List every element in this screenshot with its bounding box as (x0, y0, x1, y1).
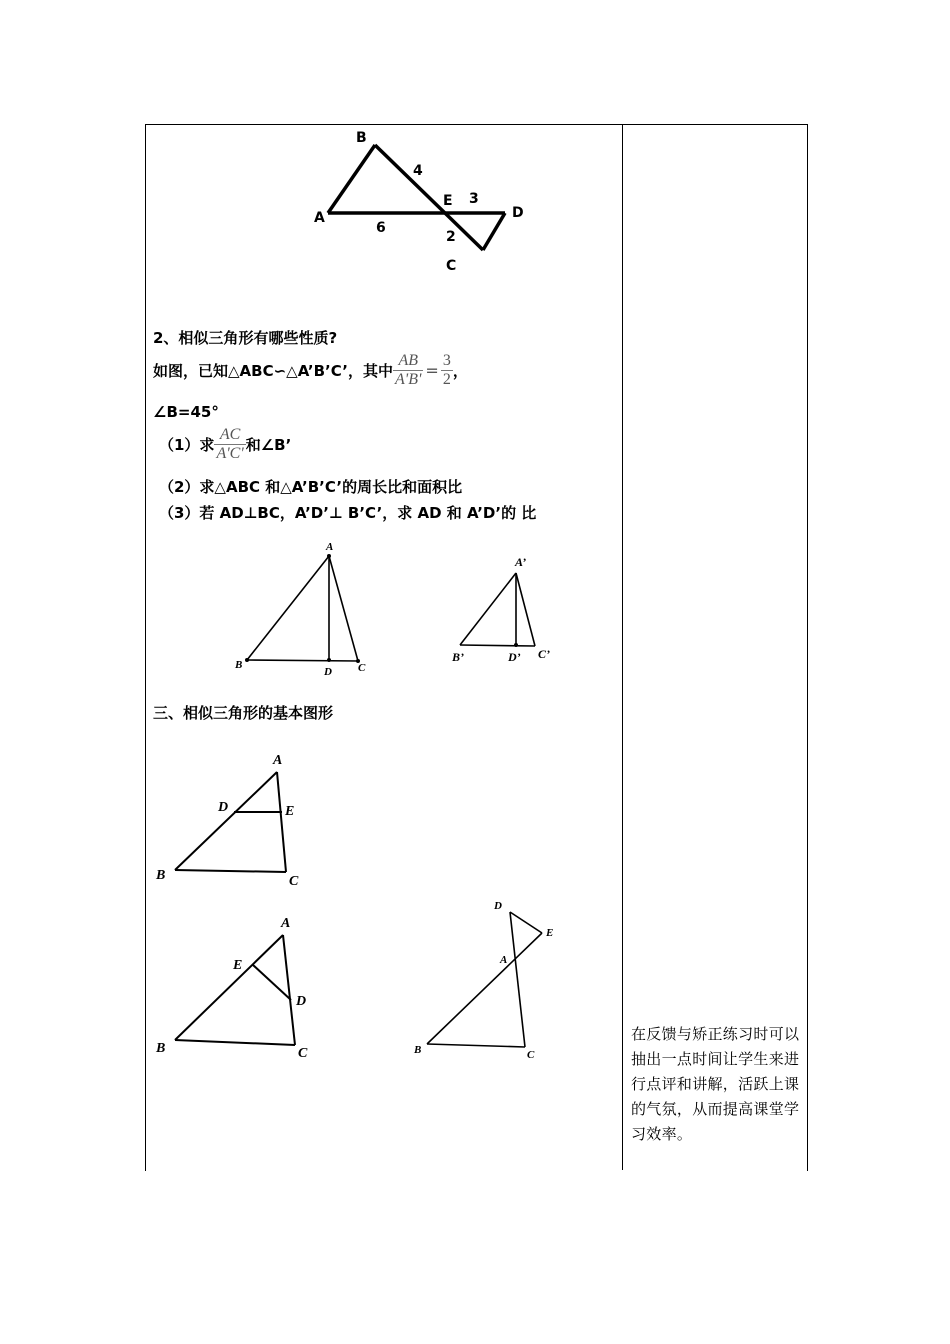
fig6-label-A: A (500, 954, 508, 966)
figure-parallel-DE (150, 748, 320, 893)
fig2-label-A: A (326, 541, 334, 553)
fig5-label-C: C (298, 1046, 308, 1061)
q2-part2: （2）求△ABC 和△A’B’C’的周长比和面积比 (159, 478, 463, 496)
q2-ratio-den: 2 (442, 371, 451, 388)
fig2-label-B: B (235, 659, 243, 671)
teaching-note: 在反馈与矫正练习时可以抽出一点时间让学生来进行点评和讲解，活跃上课的气氛，从而提高课堂学习效率。 (631, 1025, 800, 1143)
fig1-label-len-AE: 6 (376, 220, 386, 236)
fig4-label-E: E (285, 804, 295, 819)
q2-frac-num: AB (398, 352, 418, 369)
fig1-label-len-EC: 2 (446, 229, 456, 245)
fig1-label-C: C (446, 258, 457, 274)
q2-frac-AB-over-ApBp (393, 352, 423, 389)
fig3-label-C: C’ (538, 647, 550, 661)
q2-given-line (153, 352, 468, 389)
q2-part1-prefix: （1）求 (159, 436, 215, 454)
q2-ratio (441, 352, 453, 389)
q2-frac-den: A'B' (395, 371, 422, 388)
q2-part1-suffix: 和∠B’ (245, 436, 292, 454)
fig2-label-D: D (324, 666, 332, 678)
section3-heading: 三、相似三角形的基本图形 (153, 704, 334, 722)
fig4-label-D: D (218, 800, 229, 815)
figure-bowtie-triangles (300, 124, 540, 284)
fig3-label-D: D’ (508, 650, 521, 664)
fig1-label-len-BE: 4 (413, 163, 423, 179)
q2-equals: = (425, 361, 439, 380)
figure-triangle-ApBpCp-altitude (445, 550, 565, 670)
fig1-label-len-ED: 3 (469, 191, 479, 207)
fig6-label-E: E (546, 927, 554, 939)
fig6-label-B: B (414, 1044, 422, 1056)
q2-given-suffix: ， (452, 362, 468, 380)
fig5-label-B: B (156, 1041, 166, 1056)
column-divider (622, 124, 623, 1170)
fig5-label-A: A (281, 916, 291, 931)
q2-heading: 2、相似三角形有哪些性质? (153, 329, 338, 347)
fig2-label-C: C (358, 662, 366, 674)
fig4-label-B: B (156, 868, 166, 883)
fig5-label-D: D (296, 994, 307, 1009)
fig3-label-A: A’ (515, 555, 527, 569)
fig4-label-A: A (273, 753, 283, 768)
fig1-label-A: A (314, 210, 325, 226)
fig1-label-B: B (356, 130, 367, 146)
q2-part1-frac (214, 426, 245, 463)
q2-part1 (159, 426, 291, 463)
fig6-label-C: C (527, 1049, 535, 1061)
fig5-label-E: E (233, 958, 243, 973)
fig1-label-E: E (443, 193, 453, 209)
fig3-label-B: B’ (452, 650, 464, 664)
q2-part1-den: A'C' (216, 445, 244, 462)
figure-crossed-triangles (405, 895, 570, 1065)
q2-angle-B: ∠B=45° (153, 403, 219, 421)
q2-part1-num: AC (219, 426, 241, 443)
q2-part3: （3）若 AD⊥BC，A’D’⊥ B’C’，求 AD 和 A’D’的 比 (159, 504, 537, 522)
fig6-label-D: D (494, 900, 502, 912)
q2-ratio-num: 3 (442, 352, 451, 369)
fig1-label-D: D (512, 205, 524, 221)
fig4-label-C: C (289, 874, 299, 889)
figure-antiparallel-ED (150, 908, 330, 1068)
figure-triangle-ABC-altitude (230, 538, 380, 683)
q2-given-prefix: 如图，已知△ABC∽△A’B’C’，其中 (153, 362, 394, 380)
